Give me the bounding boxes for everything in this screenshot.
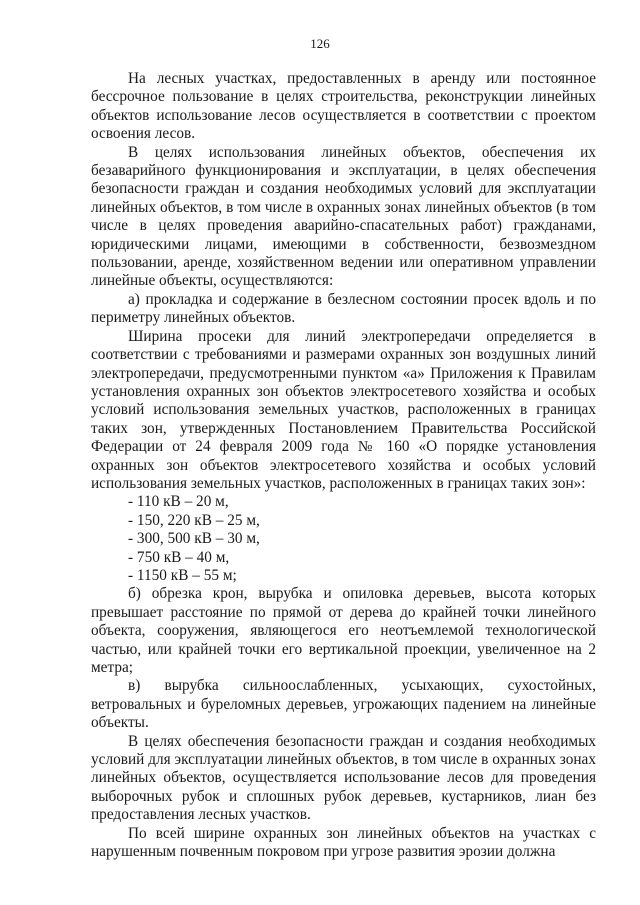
paragraph-item-v: в) вырубка сильноослабленных, усыхающих, сухостойных, ветровальных и буреломных деревьев, угрожающих падением на линейные объекты. [91, 677, 596, 732]
voltage-list-item: - 1150 кВ – 55 м; [128, 566, 237, 584]
voltage-list-item: - 150, 220 кВ – 25 м, [128, 511, 260, 529]
page-number: 126 [310, 36, 330, 51]
voltage-list-item: - 300, 500 кВ – 30 м, [128, 530, 260, 548]
paragraph-safety-cuttings: В целях обеспечения безопасности граждан и создания необходимых условий для эксплуатации линейных объектов, в том числе в охранных зонах линейных объектов, осуществляется использование лесов для проведения выборочных рубок и сплошных рубок деревьев, кустарников, лиан без предоставления лесных участков. [91, 732, 596, 824]
voltage-list-item: - 110 кВ – 20 м, [128, 493, 229, 511]
paragraph-linear-objects-purpose: В целях использования линейных объектов, обеспечения их безаварийного функционирования и эксплуатации, в целях обеспечения безопасности граждан и создания необходимых условий для эксплуатации линейных объектов, в том числе в охранных зонах линейных объектов (в том числе в целях проведения аварийно-спасательных работ) гражданами, юридическими лицами, имеющими в собственности, безвозмездном пользовании, аренде, хозяйственном ведении или оперативном управлении линейные объекты, осуществляются: [91, 143, 596, 290]
paragraph-erosion: По всей ширине охранных зон линейных объектов на участках с нарушенным почвенным покровом при угрозе развития эрозии должна [91, 824, 596, 861]
document-body [91, 70, 596, 861]
paragraph-clearing-width: Ширина просеки для линий электропередачи определяется в соответствии с требованиями и размерами охранных зон воздушных линий электропередачи, предусмотренными пунктом «а» Приложения к Правилам установления охранных зон объектов электросетевого хозяйства и особых условий использования земельных участков, расположенных в границах таких зон, утвержденных Постановлением Правительства Российской Федерации от 24 февраля 2009 года № 160 «О порядке установления охранных зон объектов электросетевого хозяйства и особых условий использования земельных участков, расположенных в границах таких зон»: [91, 327, 596, 492]
voltage-list-item: - 750 кВ – 40 м, [128, 548, 230, 566]
paragraph-item-a: а) прокладка и содержание в безлесном состоянии просек вдоль и по периметру линейных объектов. [91, 290, 596, 327]
paragraph-lease-plots: На лесных участках, предоставленных в аренду или постоянное бессрочное пользование в целях строительства, реконструкции линейных объектов использование лесов осуществляется в соответствии с проектом освоения лесов. [91, 70, 596, 143]
paragraph-item-b: б) обрезка крон, вырубка и опиловка деревьев, высота которых превышает расстояние по прямой от дерева до крайней точки линейного объекта, сооружения, являющегося его неотъемлемой технологической частью, или крайней точки его вертикальной проекции, увеличенное на 2 метра; [91, 585, 596, 676]
